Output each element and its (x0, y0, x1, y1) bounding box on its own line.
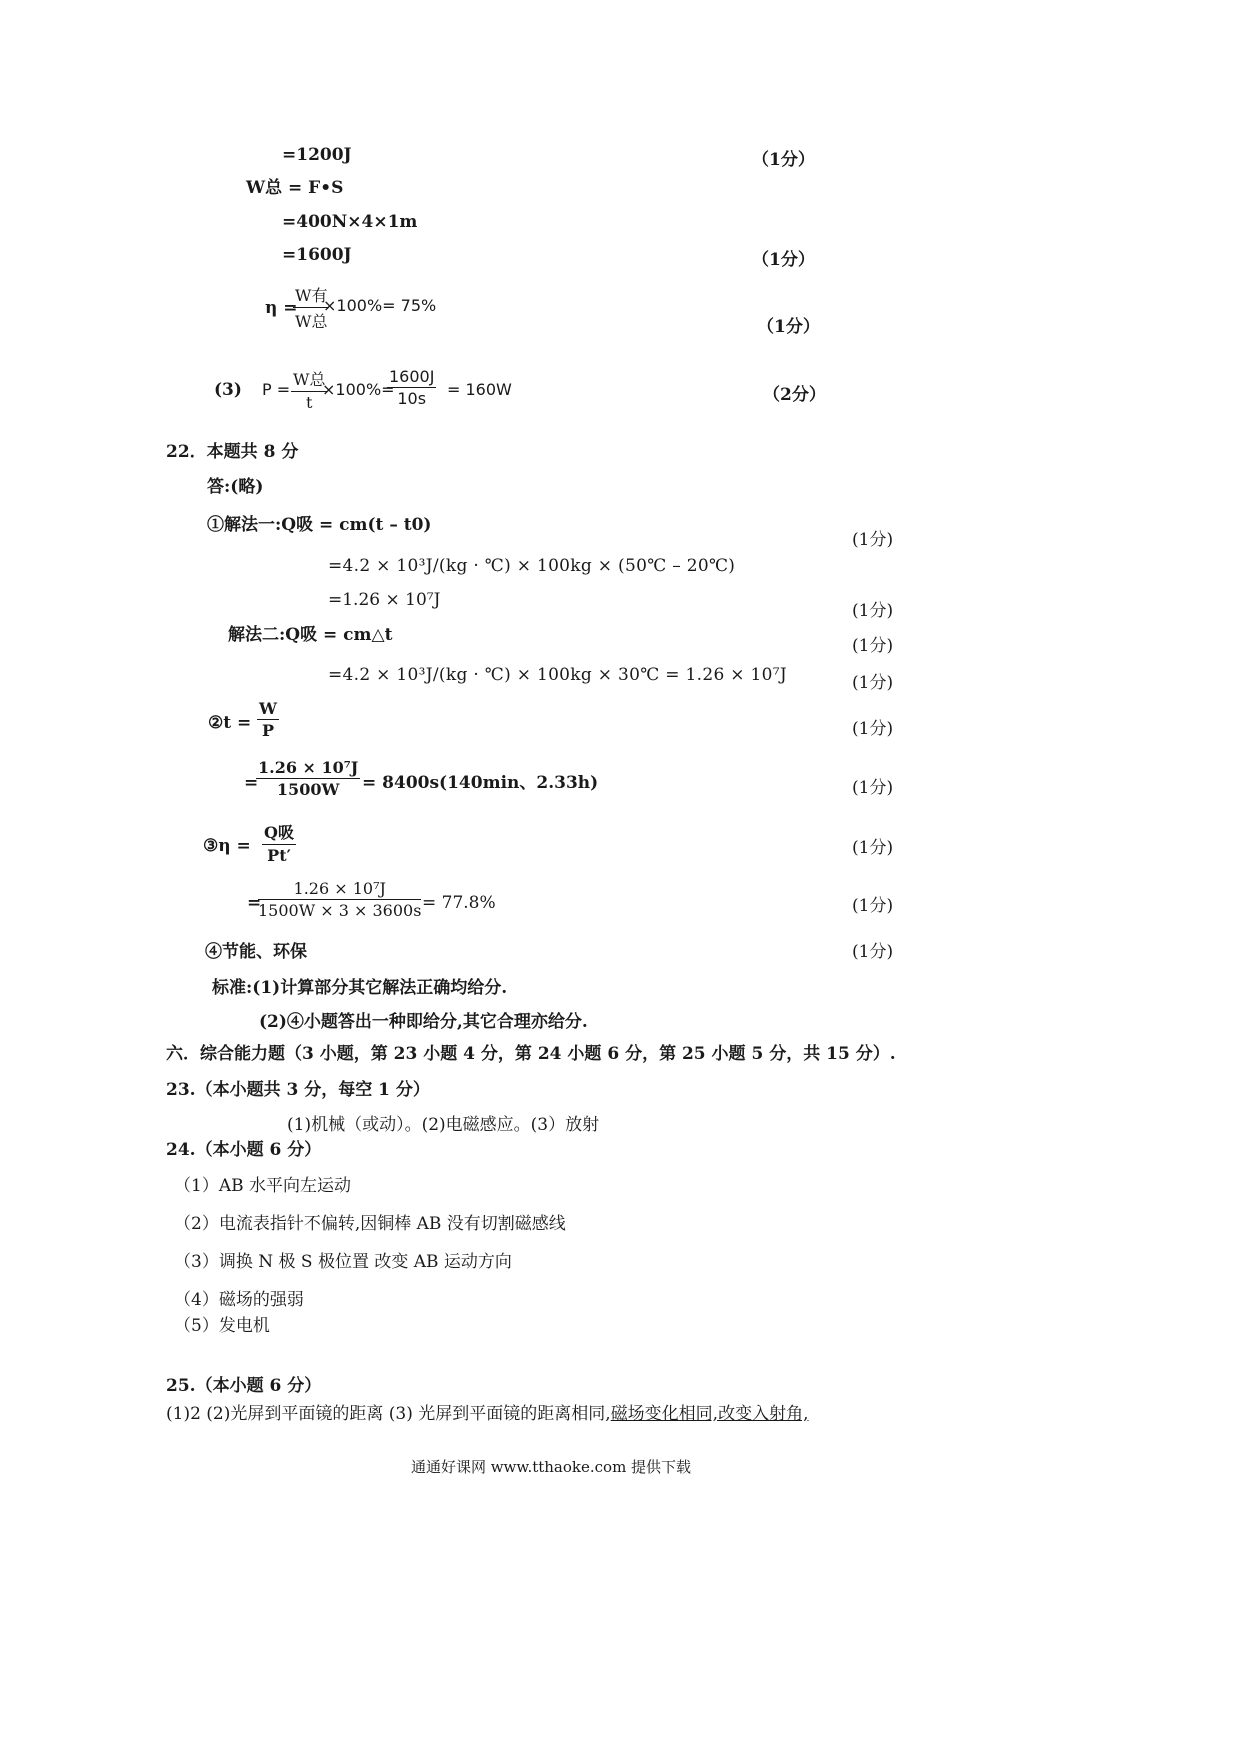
q22-s2b-eq: = (244, 773, 259, 793)
section-6-heading: 六．综合能力题（3 小题，第 23 小题 4 分，第 24 小题 6 分，第 25 小题 5 分，共 15 分）. (166, 1044, 896, 1064)
q21-p-numerator-1: W总 (291, 367, 327, 392)
q22-title: 22．本题共 8 分 (166, 442, 299, 462)
q25-answer-underlined: 磁场变化相同,改变入射角, (610, 1404, 809, 1424)
q22-method1-line2: =4.2 × 10³J/(kg · ℃) × 100kg × (50℃ – 20℃) (328, 556, 736, 576)
q21-eta-denominator: W总 (295, 312, 328, 331)
q22-s2b-rhs: = 8400s(140min、2.33h) (362, 773, 599, 793)
q22-s3b-numerator: 1.26 × 10⁷J (258, 879, 421, 900)
q22-standard-1: 标准:(1)计算部分其它解法正确均给分. (212, 978, 508, 998)
q24-answer-4: （4）磁场的强弱 (174, 1290, 304, 1310)
q21-line-1200j: =1200J (282, 145, 352, 165)
q22-s3-fraction (262, 820, 296, 865)
q21-p-denominator-2: 10s (397, 389, 427, 408)
q22-s2-denominator: P (261, 721, 274, 740)
q22-points-4: (1分) (852, 673, 894, 693)
q22-method2-line1: 解法二:Q吸 = cm△t (228, 625, 393, 645)
q22-s3b-fraction (258, 879, 421, 920)
q24-answer-5: （5）发电机 (174, 1316, 270, 1336)
q22-s2b-denominator: 1500W (276, 780, 340, 799)
q22-s2-lhs: ②t = (208, 713, 252, 733)
q22-s3-denominator: Pt′ (267, 846, 291, 865)
q21-line-w-total: W总 = F•S (246, 178, 344, 198)
q22-s3b-eq: = (247, 893, 262, 913)
q24-title: 24.（本小题 6 分） (166, 1140, 322, 1160)
q24-answer-3: （3）调换 N 极 S 极位置 改变 AB 运动方向 (174, 1252, 512, 1272)
q22-points-2: (1分) (852, 601, 894, 621)
q22-s3-lhs: ③η = (203, 836, 251, 856)
q21-points-4: （2分） (763, 385, 826, 405)
q22-method1-line3: =1.26 × 10⁷J (328, 590, 441, 610)
q21-p-rhs: = 160W (447, 380, 512, 399)
q22-points-3: (1分) (852, 636, 894, 656)
q22-method2-line2: =4.2 × 10³J/(kg · ℃) × 100kg × 30℃ = 1.26 × 10⁷J (328, 665, 787, 685)
q22-points-8: (1分) (852, 896, 894, 916)
q21-p-numerator-2: 1600J (389, 367, 435, 386)
q21-points-3: （1分） (757, 317, 820, 337)
q21-p-mid: ×100%= (322, 380, 395, 399)
q23-title: 23.（本小题共 3 分，每空 1 分） (166, 1080, 430, 1100)
q24-answer-1: （1）AB 水平向左运动 (174, 1176, 351, 1196)
q24-answer-2: （2）电流表指针不偏转,因铜棒 AB 没有切割磁感线 (174, 1214, 566, 1234)
q22-points-6: (1分) (852, 778, 894, 798)
q22-s3-numerator: Q吸 (262, 820, 296, 845)
q22-s2b-fraction (256, 758, 360, 799)
q22-s4: ④节能、环保 (205, 942, 307, 962)
q22-standard-2: (2)④小题答出一种即给分,其它合理亦给分. (259, 1012, 588, 1032)
q21-eta-rhs: ×100%= 75% (323, 296, 437, 315)
q21-line-1600j: =1600J (282, 245, 352, 265)
q22-answer-omitted: 答:(略) (207, 477, 264, 497)
q22-s3b-rhs: = 77.8% (422, 893, 496, 913)
q21-eta-numerator: W有 (293, 283, 329, 308)
q21-line-400n: =400N×4×1m (282, 212, 418, 232)
q22-points-9: (1分) (852, 942, 894, 962)
q22-points-7: (1分) (852, 838, 894, 858)
q22-s2-fraction (257, 699, 279, 740)
q25-title: 25.（本小题 6 分） (166, 1376, 322, 1396)
q23-answer: (1)机械（或动）。(2)电磁感应。(3）放射 (287, 1115, 600, 1135)
q22-points-5: (1分) (852, 719, 894, 739)
q21-p-lhs: P = (262, 380, 291, 399)
q25-answer-text: (1)2 (2)光屏到平面镜的距离 (3) 光屏到平面镜的距离相同, (166, 1404, 611, 1424)
q22-method1-line1: ①解法一:Q吸 = cm(t – t0) (207, 515, 432, 535)
q22-s2b-numerator: 1.26 × 10⁷J (258, 758, 359, 777)
q25-answer (166, 1404, 809, 1424)
q21-p-denominator-1: t (306, 393, 313, 412)
page-footer: 通通好课网 www.tthaoke.com 提供下载 (410, 1458, 692, 1476)
q21-p-fraction-2 (387, 367, 436, 408)
q21-eta-lhs: η = (265, 298, 298, 318)
q21-points-1: （1分） (752, 150, 815, 170)
q21-points-2: （1分） (752, 250, 815, 270)
q22-s3b-denominator: 1500W × 3 × 3600s (258, 901, 422, 920)
q22-s2-numerator: W (259, 699, 277, 718)
q22-points-1: (1分) (852, 530, 894, 550)
q21-sub-3-label: (3) (214, 380, 242, 400)
